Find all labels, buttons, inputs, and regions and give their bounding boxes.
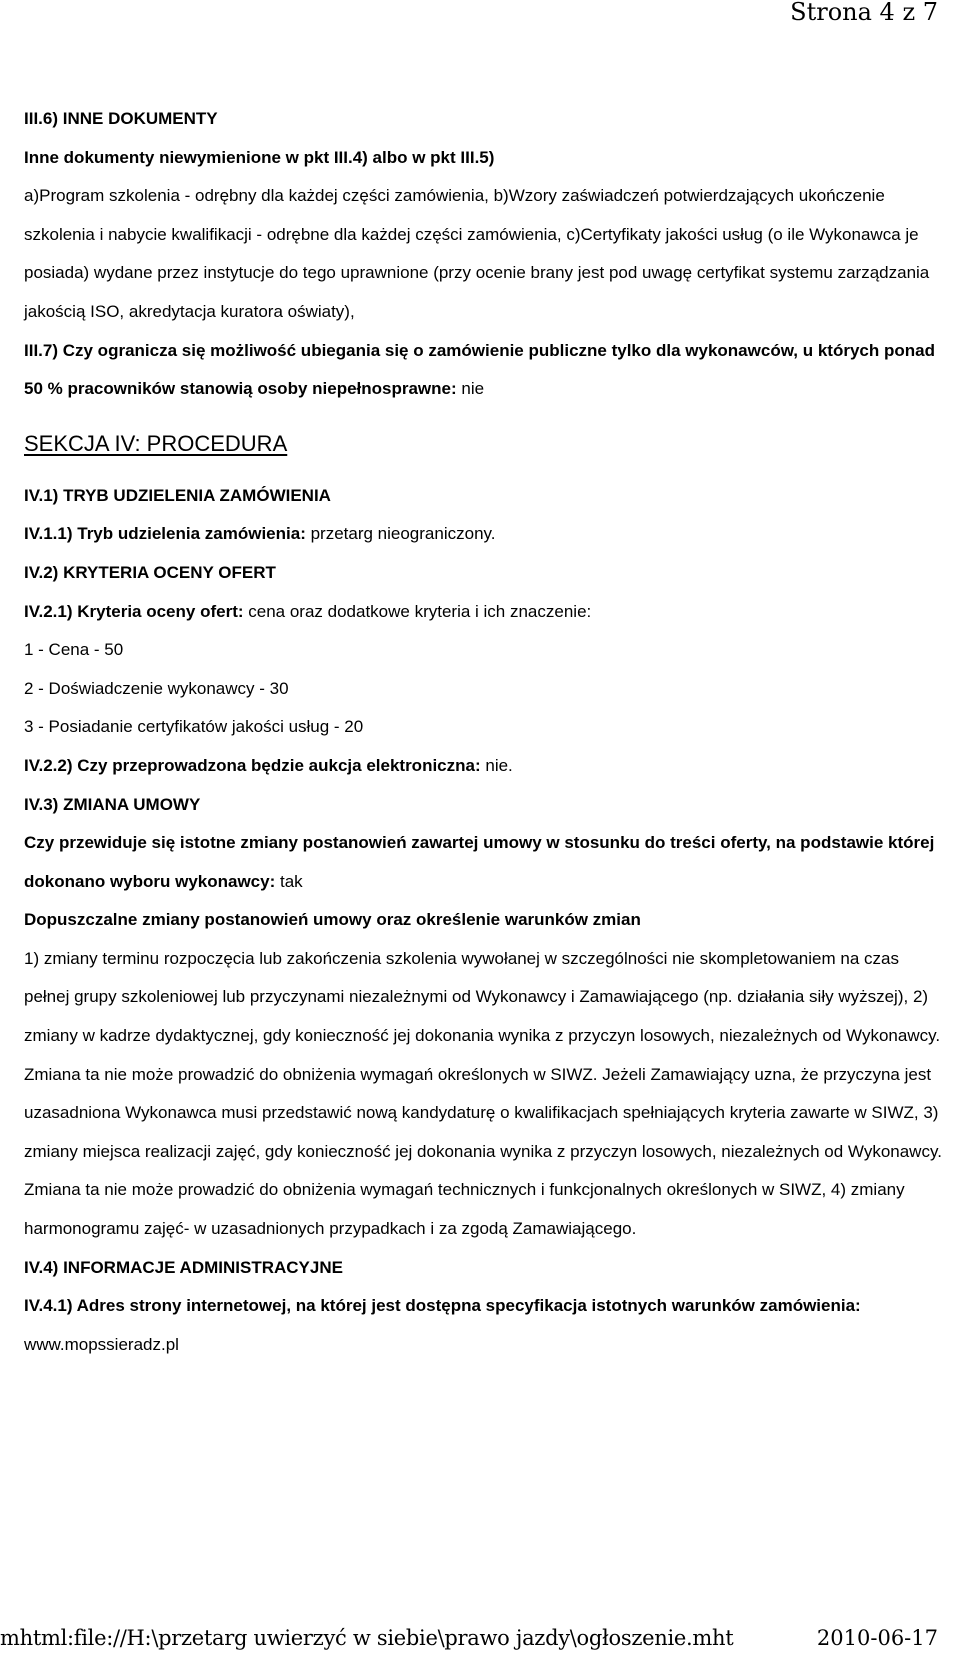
- section-heading: IV.3) ZMIANA UMOWY: [24, 794, 201, 814]
- section-iv-2: [24, 554, 944, 786]
- field-value: nie.: [480, 755, 513, 775]
- page-number: Strona 4 z 7: [790, 0, 938, 26]
- section-body: a)Program szkolenia - odrębny dla każdej części zamówienia, b)Wzory zaświadczeń potwierdzających ukończenie szkolenia i nabycie kwalifikacji - odrębne dla każdej części zamówienia, c)Certyfikaty jakości usług (o ile Wykonawca je posiada) wydane przez instytucje do tego uprawnione (przy ocenie brany jest pod uwagę certyfikat systemu zarządzania jakością ISO, akredytacja kuratora oświaty),: [24, 186, 930, 321]
- field-value: przetarg nieograniczony.: [305, 524, 496, 544]
- print-date: 2010-06-17: [816, 1626, 938, 1650]
- criteria-item: 2 - Doświadczenie wykonawcy - 30: [24, 678, 289, 698]
- file-path: mhtml:file://H:\przetarg uwierzyć w siebie\prawo jazdy\ogłoszenie.mht: [0, 1626, 734, 1650]
- section-iii-7: [24, 332, 944, 409]
- website-link: www.mopssieradz.pl: [24, 1334, 179, 1354]
- field-row: [24, 593, 944, 632]
- field-value: cena oraz dodatkowe kryteria i ich znaczenie:: [243, 601, 592, 621]
- page-footer: [0, 1620, 960, 1654]
- criteria-item: 1 - Cena - 50: [24, 640, 124, 660]
- section-title: SEKCJA IV: PROCEDURA: [24, 430, 288, 456]
- criteria-item: 3 - Posiadanie certyfikatów jakości usług - 20: [24, 717, 364, 737]
- section-heading: IV.1) TRYB UDZIELENIA ZAMÓWIENIA: [24, 485, 331, 505]
- section-subheading: Inne dokumenty niewymienione w pkt III.4) albo w pkt III.5): [24, 147, 495, 167]
- section-heading: IV.4) INFORMACJE ADMINISTRACYJNE: [24, 1257, 343, 1277]
- question-label: III.7) Czy ogranicza się możliwość ubiegania się o zamówienie publiczne tylko dla wykonawców, u których ponad 50 % pracowników stanowią osoby niepełnosprawne:: [24, 340, 935, 399]
- section-iv-4: [24, 1249, 944, 1365]
- question-row: [24, 824, 944, 901]
- field-label: IV.2.2) Czy przeprowadzona będzie aukcja elektroniczna:: [24, 755, 481, 775]
- section-heading: III.6) INNE DOKUMENTY: [24, 109, 218, 128]
- section-iii-6: [24, 100, 944, 332]
- conditions-heading: Dopuszczalne zmiany postanowień umowy oraz określenie warunków zmian: [24, 910, 641, 930]
- question-label: Czy przewiduje się istotne zmiany postanowień zawartej umowy w stosunku do treści oferty, na podstawie której dokonano wyboru wykonawcy:: [24, 833, 935, 891]
- question-answer: tak: [275, 871, 303, 891]
- section-iv-3: [24, 786, 944, 1249]
- document-body: [24, 100, 944, 1364]
- field-row: [24, 515, 944, 554]
- section-heading: IV.2) KRYTERIA OCENY OFERT: [24, 562, 276, 582]
- field-row: [24, 747, 944, 786]
- question-answer: nie: [456, 379, 485, 399]
- field-row: [24, 1287, 944, 1364]
- conditions-body: 1) zmiany terminu rozpoczęcia lub zakończenia szkolenia wywołanej w szczególności nie skompletowaniem na czas pełnej grupy szkoleniowej lub przyczynami niezależnymi od Wykonawcy i Zamawiającego (np. działania siły wyższej), 2) zmiany w kadrze dydaktycznej, gdy konieczność jej dokonania wynika z przyczyn losowych, niezależnych od Wykonawcy. Zmiana ta nie może prowadzić do obniżenia wymagań określonych w SIWZ. Jeżeli Zamawiający uzna, że przyczyna jest uzasadniona Wykonawca musi przedstawić nową kandydaturę o kwalifikacjach spełniających kryteria zawarte w SIWZ, 3) zmiany miejsca realizacji zajęć, gdy konieczność jej dokonania wynika z przyczyn losowych, niezależnych od Wykonawcy. Zmiana ta nie może prowadzić do obniżenia wymagań technicznych i funkcjonalnych określonych w SIWZ, 4) zmiany harmonogramu zajęć- w uzasadnionych przypadkach i za zgodą Zamawiającego.: [24, 948, 942, 1239]
- section-iv-1: [24, 477, 944, 554]
- field-label: IV.2.1) Kryteria oceny ofert:: [24, 601, 244, 621]
- field-label: IV.4.1) Adres strony internetowej, na której jest dostępna specyfikacja istotnych warunków zamówienia:: [24, 1296, 861, 1316]
- field-label: IV.1.1) Tryb udzielenia zamówienia:: [24, 524, 306, 544]
- question-row: [24, 332, 944, 409]
